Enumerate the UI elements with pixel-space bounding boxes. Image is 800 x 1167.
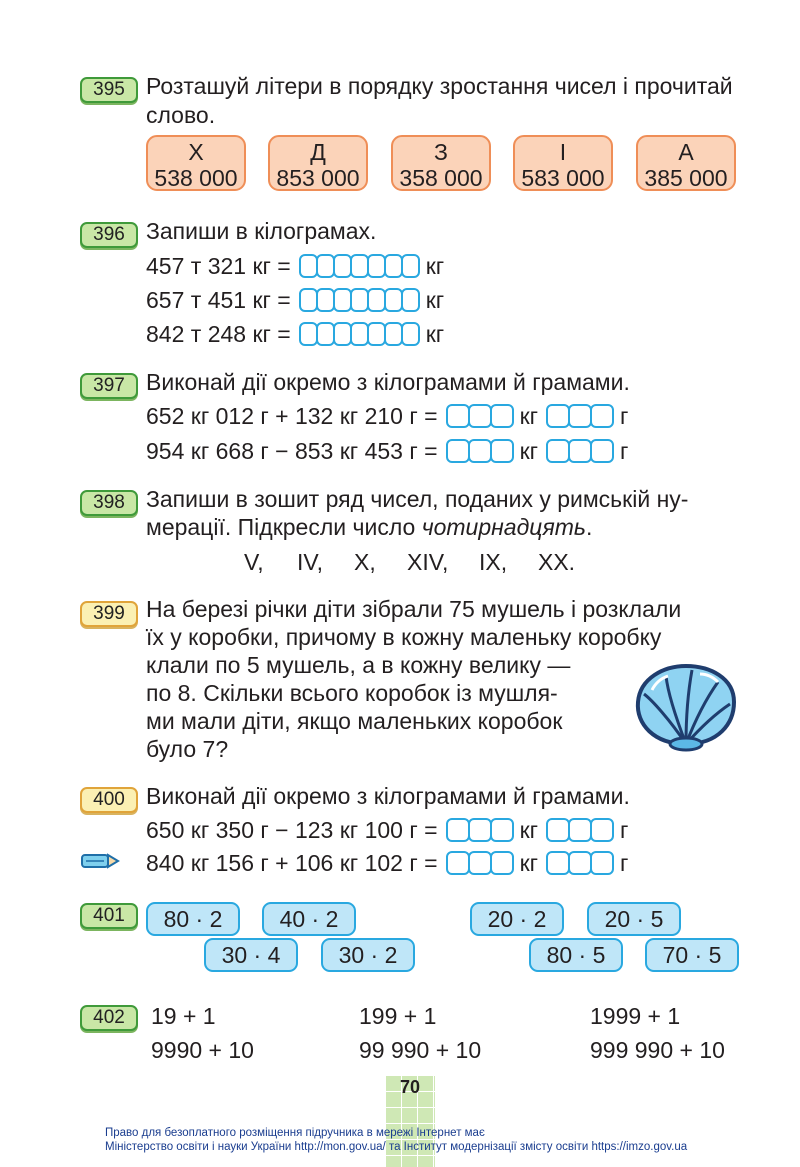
card-number: 853 000 xyxy=(276,165,360,191)
unit-label: г xyxy=(620,817,629,843)
expression: 457 т 321 кг = xyxy=(146,253,291,279)
exercise-398-text-line2: мерації. Підкресли число чотирнадцять. xyxy=(146,514,593,540)
expression: 99 990 + 10 xyxy=(359,1037,482,1063)
answer-cells[interactable] xyxy=(299,288,418,312)
unit-label: г xyxy=(620,438,629,464)
footer-line1: Право для безоплатного розміщення підручника в мережі Інтернет має xyxy=(105,1127,485,1139)
unit-label: кг xyxy=(425,321,445,347)
expression-pill: 30 · 4 xyxy=(204,938,298,972)
exercise-396-row xyxy=(146,286,444,314)
expression: 840 кг 156 г + 106 кг 102 г = xyxy=(146,850,438,876)
unit-label: кг xyxy=(519,850,539,876)
expression-pill: 20 · 5 xyxy=(587,902,681,936)
roman-numeral: X, xyxy=(354,549,376,575)
card-letter: Х xyxy=(188,139,204,165)
exercise-399-text-line: На березі річки діти зібрали 75 мушель і розклали xyxy=(146,596,682,622)
letter-card xyxy=(513,135,613,191)
exercise-398-text-line1: Запиши в зошит ряд чисел, поданих у римській ну- xyxy=(146,486,689,512)
exercise-400-row xyxy=(146,849,628,877)
exercise-399-text-line: по 8. Скільки всього коробок із мушля- xyxy=(146,680,558,706)
answer-cells[interactable] xyxy=(446,439,512,463)
expression: 19 + 1 xyxy=(151,1003,216,1029)
exercise-399-text-line: було 7? xyxy=(146,736,229,762)
answer-cells[interactable] xyxy=(546,404,612,428)
exercise-396-row xyxy=(146,252,444,280)
footer-line2: Міністерство освіти і науки України http://mon.gov.ua/ та Інститут модернізації змісту освіти https://imzo.gov.ua xyxy=(105,1141,688,1153)
roman-numeral: XX. xyxy=(538,549,576,575)
unit-label: кг xyxy=(425,253,445,279)
answer-cells[interactable] xyxy=(446,818,512,842)
roman-numeral: IV, xyxy=(297,549,324,575)
exercise-number-399: 399 xyxy=(80,601,138,627)
card-number: 358 000 xyxy=(399,165,483,191)
exercise-397-row xyxy=(146,402,628,430)
exercise-397-row xyxy=(146,437,628,465)
card-letter: Д xyxy=(310,139,326,165)
exercise-number-398: 398 xyxy=(80,490,138,516)
expression-pill: 20 · 2 xyxy=(470,902,564,936)
unit-label: кг xyxy=(425,287,445,313)
answer-cells[interactable] xyxy=(299,254,418,278)
expression-pill: 80 · 2 xyxy=(146,902,240,936)
answer-cells[interactable] xyxy=(446,404,512,428)
page-number: 70 xyxy=(399,1077,421,1097)
unit-label: кг xyxy=(519,817,539,843)
exercise-395-text-line2: слово. xyxy=(146,102,216,128)
letter-card xyxy=(636,135,736,191)
letter-card xyxy=(146,135,246,191)
answer-cells[interactable] xyxy=(546,851,612,875)
exercise-399-text-line: клали по 5 мушель, а в кожну велику — xyxy=(146,652,571,678)
answer-cells[interactable] xyxy=(446,851,512,875)
expression: 652 кг 012 г + 132 кг 210 г = xyxy=(146,403,438,429)
letter-card xyxy=(268,135,368,191)
roman-numeral: IX, xyxy=(479,549,508,575)
expression-pill: 30 · 2 xyxy=(321,938,415,972)
exercise-number-402: 402 xyxy=(80,1005,138,1031)
card-number: 583 000 xyxy=(521,165,605,191)
expression: 954 кг 668 г − 853 кг 453 г = xyxy=(146,438,438,464)
unit-label: г xyxy=(620,850,629,876)
expression: 1999 + 1 xyxy=(590,1003,681,1029)
exercise-number-395: 395 xyxy=(80,77,138,103)
exercise-397-title: Виконай дії окремо з кілограмами й грамами. xyxy=(146,369,630,395)
card-letter: А xyxy=(678,139,694,165)
exercise-number-396: 396 xyxy=(80,222,138,248)
letter-card xyxy=(391,135,491,191)
exercise-number-401: 401 xyxy=(80,903,138,929)
expression: 650 кг 350 г − 123 кг 100 г = xyxy=(146,817,438,843)
roman-numeral: XIV, xyxy=(407,549,449,575)
card-number: 385 000 xyxy=(644,165,728,191)
pencil-icon xyxy=(80,850,120,872)
expression: 657 т 451 кг = xyxy=(146,287,291,313)
exercise-number-400: 400 xyxy=(80,787,138,813)
exercise-400-title: Виконай дії окремо з кілограмами й грамами. xyxy=(146,783,630,809)
unit-label: кг xyxy=(519,403,539,429)
seashell-illustration xyxy=(630,660,742,752)
expression-pill: 40 · 2 xyxy=(262,902,356,936)
answer-cells[interactable] xyxy=(546,818,612,842)
expression: 199 + 1 xyxy=(359,1003,437,1029)
expression-pill: 80 · 5 xyxy=(529,938,623,972)
expression: 999 990 + 10 xyxy=(590,1037,725,1063)
exercise-number-397: 397 xyxy=(80,373,138,399)
exercise-400-row xyxy=(146,816,628,844)
exercise-399-text-line: їх у коробки, причому в кожну маленьку коробку xyxy=(146,624,662,650)
card-letter: З xyxy=(434,139,448,165)
expression: 842 т 248 кг = xyxy=(146,321,291,347)
card-number: 538 000 xyxy=(154,165,238,191)
roman-numeral: V, xyxy=(244,549,264,575)
expression-pill: 70 · 5 xyxy=(645,938,739,972)
unit-label: г xyxy=(620,403,629,429)
italic-word: чотирнадцять xyxy=(421,514,586,540)
card-letter: І xyxy=(559,139,567,165)
unit-label: кг xyxy=(519,438,539,464)
answer-cells[interactable] xyxy=(546,439,612,463)
exercise-395-text-line1: Розташуй літери в порядку зростання чисел і прочитай xyxy=(146,73,733,99)
exercise-396-row xyxy=(146,320,444,348)
exercise-399-text-line: ми мали діти, якщо маленьких коробок xyxy=(146,708,563,734)
expression: 9990 + 10 xyxy=(151,1037,254,1063)
answer-cells[interactable] xyxy=(299,322,418,346)
exercise-396-title: Запиши в кілограмах. xyxy=(146,218,377,244)
